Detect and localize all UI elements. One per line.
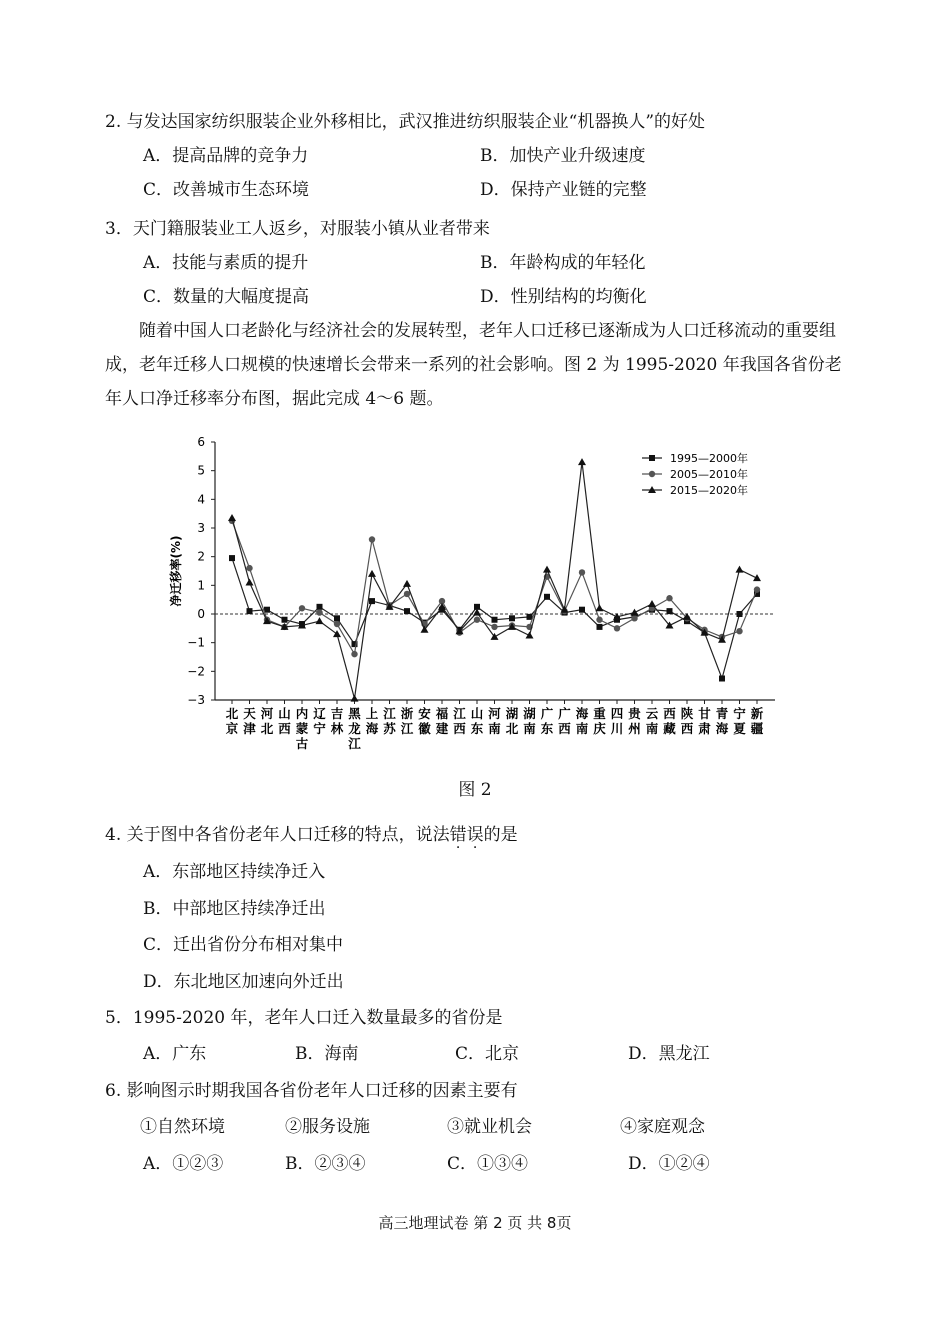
y-axis-label: 净迁移率(%) <box>169 535 183 607</box>
data-point-series-1 <box>597 624 603 630</box>
q6-option-a: A．①②③ <box>143 1154 224 1174</box>
data-point-series-2 <box>666 595 672 601</box>
y-tick-label: 3 <box>197 521 205 535</box>
y-tick-label: −1 <box>187 635 205 650</box>
x-tick-label: 福 <box>435 706 449 721</box>
x-tick-label: 吉 <box>330 706 344 721</box>
x-tick-label: 江 <box>453 706 466 721</box>
x-tick-label: 山 <box>278 706 291 721</box>
x-tick-label: 江 <box>383 706 396 721</box>
legend-label: 2005—2010年 <box>670 468 748 481</box>
x-tick-label: 西 <box>278 721 291 736</box>
x-tick-label: 北 <box>225 706 239 721</box>
x-tick-label: 内 <box>295 706 309 721</box>
q4-option-a: A．东部地区持续净迁入 <box>143 862 326 882</box>
data-point-series-3 <box>543 566 551 573</box>
q6-option-b: B．②③④ <box>285 1154 366 1174</box>
q6-item-2: ②服务设施 <box>285 1117 370 1137</box>
q3-option-c: C．数量的大幅度提高 <box>143 287 310 307</box>
data-point-series-3 <box>631 609 639 616</box>
x-tick-label: 四 <box>610 706 624 721</box>
y-tick-label: 5 <box>197 463 205 478</box>
data-point-series-1 <box>492 617 498 623</box>
data-point-series-2 <box>491 624 497 630</box>
x-tick-label: 江 <box>400 721 414 736</box>
x-tick-label: 西 <box>680 721 694 736</box>
x-tick-label: 江 <box>348 736 361 751</box>
data-point-series-2 <box>631 615 637 621</box>
x-tick-label: 龙 <box>348 721 361 736</box>
q2-option-a: A．提高品牌的竞争力 <box>143 146 309 166</box>
x-tick-label: 云 <box>645 706 659 721</box>
series-line-3 <box>232 462 757 699</box>
data-point-series-2 <box>614 625 620 631</box>
data-point-series-3 <box>753 574 761 581</box>
x-tick-label: 南 <box>575 721 589 736</box>
x-tick-label: 徽 <box>418 721 431 736</box>
x-tick-label: 北 <box>260 721 274 736</box>
data-point-series-3 <box>228 514 236 521</box>
x-tick-label: 青 <box>715 706 729 721</box>
y-tick-label: 0 <box>197 607 205 621</box>
data-point-series-1 <box>737 611 743 617</box>
data-point-series-2 <box>369 536 375 542</box>
q3-option-b: B．年龄构成的年轻化 <box>480 253 646 273</box>
data-point-series-1 <box>667 608 673 614</box>
data-point-series-2 <box>736 628 742 634</box>
data-point-series-2 <box>246 565 252 571</box>
x-tick-label: 新 <box>750 706 764 721</box>
x-tick-label: 津 <box>243 721 256 736</box>
data-point-series-2 <box>754 586 760 592</box>
x-tick-label: 肃 <box>698 721 711 736</box>
data-point-series-1 <box>404 608 410 614</box>
data-point-series-3 <box>596 604 604 611</box>
data-point-series-3 <box>736 566 744 573</box>
x-tick-label: 河 <box>488 706 501 721</box>
q4-option-b: B．中部地区持续净迁出 <box>143 899 326 919</box>
q4-option-c: C．迁出省份分布相对集中 <box>143 935 344 955</box>
x-tick-label: 蒙 <box>295 721 309 736</box>
x-tick-label: 海 <box>365 721 379 736</box>
q3-option-d: D．性别结构的均衡化 <box>480 287 647 307</box>
x-tick-label: 苏 <box>383 721 396 736</box>
q3-option-a: A．技能与素质的提升 <box>143 253 309 273</box>
q2-option-d: D．保持产业链的完整 <box>480 180 647 200</box>
q6-item-1: ①自然环境 <box>140 1117 225 1137</box>
x-tick-label: 上 <box>365 706 379 721</box>
q4-stem-text: 4. 关于图中各省份老年人口迁移的特点，说法 <box>105 825 450 845</box>
x-tick-label: 西 <box>558 721 571 736</box>
y-tick-label: 4 <box>197 492 205 507</box>
x-tick-label: 广 <box>558 706 571 721</box>
x-tick-label: 古 <box>295 736 309 751</box>
x-tick-label: 州 <box>628 721 641 736</box>
data-point-series-3 <box>316 617 324 624</box>
data-point-series-1 <box>527 614 533 620</box>
data-point-series-1 <box>282 617 288 623</box>
intro-paragraph: 随着中国人口老龄化与经济社会的发展转型，老年人口迁移已逐渐成为人口迁移流动的重要组成，老年迁移人口规模的快速增长会带来一系列的社会影响。图 2 为 1995-2020 年我国各省份老年人口净迁移率分布图，据此完成 4～6 题。 <box>105 321 842 409</box>
data-point-series-3 <box>526 632 534 639</box>
x-tick-label: 北 <box>505 721 519 736</box>
x-tick-label: 安 <box>418 706 431 721</box>
data-point-series-2 <box>596 617 602 623</box>
data-point-series-3 <box>333 630 341 637</box>
y-tick-label: 1 <box>197 578 205 593</box>
x-tick-label: 陕 <box>680 706 694 721</box>
x-tick-label: 京 <box>225 721 239 736</box>
y-tick-label: 6 <box>197 435 205 449</box>
data-point-series-3 <box>368 570 376 577</box>
q5-option-d: D．黑龙江 <box>628 1044 710 1064</box>
q5-option-a: A．广东 <box>143 1044 207 1064</box>
data-point-series-2 <box>316 609 322 615</box>
data-point-series-1 <box>247 608 253 614</box>
data-point-series-1 <box>334 615 340 621</box>
x-tick-label: 黑 <box>348 706 361 721</box>
x-tick-label: 辽 <box>313 706 326 721</box>
x-tick-label: 海 <box>575 706 589 721</box>
data-point-series-3 <box>246 578 254 585</box>
data-point-series-2 <box>351 651 357 657</box>
x-tick-label: 南 <box>645 721 659 736</box>
data-point-series-1 <box>317 604 323 610</box>
x-tick-label: 疆 <box>750 721 764 736</box>
q5-stem: 5．1995-2020 年，老年人口迁入数量最多的省份是 <box>105 1008 503 1028</box>
q6-option-d: D．①②④ <box>628 1154 710 1174</box>
q5-option-b: B．海南 <box>295 1044 359 1064</box>
data-point-series-1 <box>719 676 725 682</box>
data-point-series-2 <box>334 621 340 627</box>
legend-marker <box>649 471 655 477</box>
data-point-series-3 <box>648 600 656 607</box>
data-point-series-1 <box>579 607 585 613</box>
page-footer: 高三地理试卷 第 2 页 共 8页 <box>378 1214 572 1232</box>
x-tick-label: 东 <box>470 721 484 736</box>
x-tick-label: 西 <box>663 706 676 721</box>
x-tick-label: 重 <box>593 706 606 721</box>
data-point-series-1 <box>369 598 375 604</box>
net-migration-chart <box>150 425 800 770</box>
y-tick-label: 2 <box>197 549 205 564</box>
figure-caption: 图 2 <box>458 780 492 800</box>
data-point-series-3 <box>351 695 359 702</box>
q4-option-d: D．东北地区加速向外迁出 <box>143 972 344 992</box>
y-tick-label: −2 <box>187 664 205 679</box>
x-tick-label: 贵 <box>628 706 641 721</box>
data-point-series-2 <box>404 591 410 597</box>
x-tick-label: 夏 <box>733 721 746 736</box>
x-tick-label: 湖 <box>523 706 536 721</box>
x-tick-label: 建 <box>435 721 449 736</box>
x-tick-label: 山 <box>470 706 484 721</box>
legend-label: 2015—2020年 <box>670 484 748 497</box>
x-tick-label: 庆 <box>593 721 606 736</box>
x-tick-label: 林 <box>330 721 344 736</box>
x-tick-label: 天 <box>243 706 256 721</box>
y-tick-label: −3 <box>187 693 205 707</box>
q4-emphasis-2: 误 <box>466 825 484 845</box>
data-point-series-3 <box>683 613 691 620</box>
q4-emphasis-1: 错 <box>449 825 467 845</box>
x-tick-label: 南 <box>523 721 536 736</box>
q6-item-4: ④家庭观念 <box>620 1117 705 1137</box>
q6-item-3: ③就业机会 <box>447 1117 532 1137</box>
data-point-series-2 <box>299 605 305 611</box>
x-tick-label: 甘 <box>698 706 711 721</box>
legend-marker <box>649 455 655 461</box>
data-point-series-2 <box>474 617 480 623</box>
x-tick-label: 河 <box>260 706 274 721</box>
q2-option-b: B．加快产业升级速度 <box>480 146 646 166</box>
x-tick-label: 浙 <box>400 706 414 721</box>
data-point-series-2 <box>579 569 585 575</box>
x-tick-label: 藏 <box>663 721 676 736</box>
q2-option-c: C．改善城市生态环境 <box>143 180 310 200</box>
x-tick-label: 川 <box>610 721 624 736</box>
x-tick-label: 宁 <box>733 706 746 721</box>
legend-label: 1995—2000年 <box>670 452 748 465</box>
x-tick-label: 宁 <box>313 721 326 736</box>
data-point-series-3 <box>578 458 586 465</box>
x-tick-label: 广 <box>540 706 554 721</box>
data-point-series-1 <box>544 594 550 600</box>
data-point-series-1 <box>229 555 235 561</box>
x-tick-label: 海 <box>715 721 729 736</box>
q2-stem: 2. 与发达国家纺织服装企业外移相比，武汉推进纺织服装企业“机器换人”的好处 <box>105 112 706 132</box>
q4-stem <box>105 824 518 846</box>
x-tick-label: 东 <box>540 721 554 736</box>
data-point-series-1 <box>509 615 515 621</box>
data-point-series-3 <box>403 580 411 587</box>
x-tick-label: 西 <box>453 721 466 736</box>
q3-stem: 3．天门籍服装业工人返乡，对服装小镇从业者带来 <box>105 219 490 239</box>
x-tick-label: 湖 <box>505 706 519 721</box>
q4-stem-end: 的是 <box>483 825 518 845</box>
q6-option-c: C．①③④ <box>447 1154 529 1174</box>
x-tick-label: 南 <box>488 721 501 736</box>
q6-stem: 6. 影响图示时期我国各省份老年人口迁移的因素主要有 <box>105 1081 518 1101</box>
q5-option-c: C．北京 <box>455 1044 520 1064</box>
